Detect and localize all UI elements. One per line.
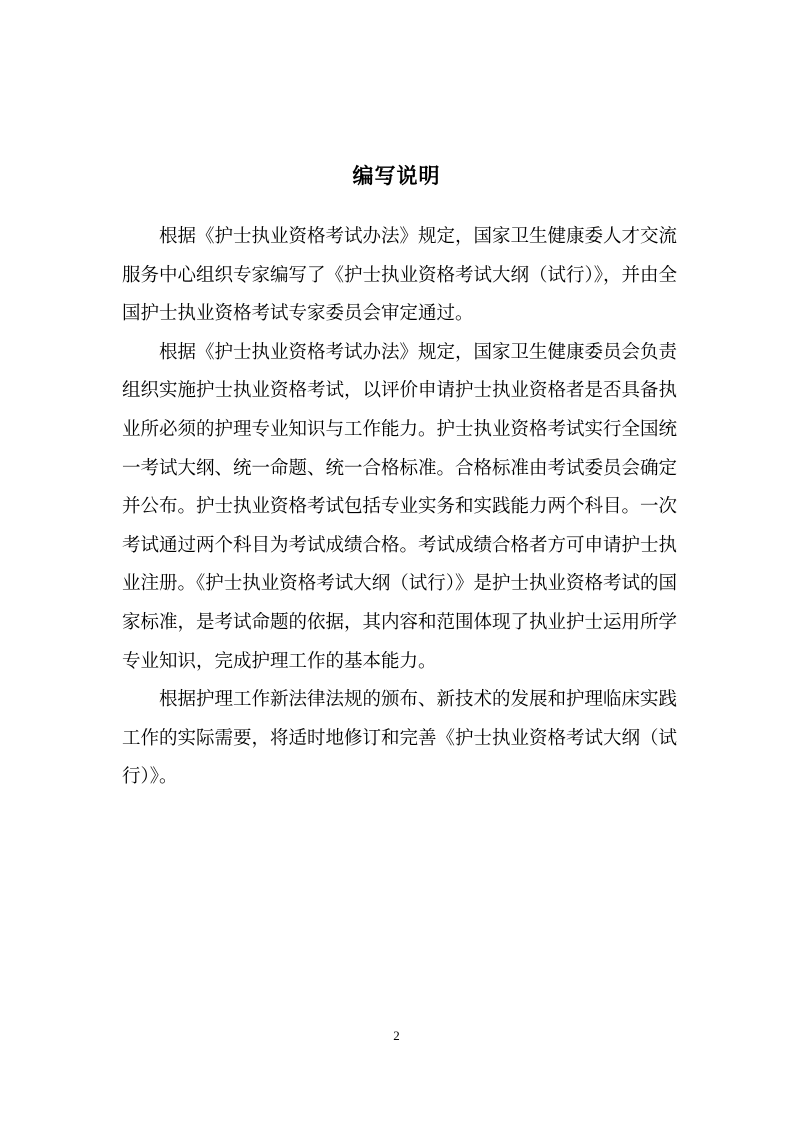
document-title: 编写说明: [352, 164, 441, 188]
paragraph-line: 业所必须的护理专业知识与工作能力。护士执业资格考试实行全国统: [122, 418, 678, 440]
paragraph-line: 一考试大纲、统一命题、统一合格标准。合格标准由考试委员会确定: [122, 457, 678, 479]
paragraph-line: 国护士执业资格考试专家委员会审定通过。: [122, 303, 474, 325]
paragraph-line: 并公布。护士执业资格考试包括专业实务和实践能力两个科目。一次: [122, 496, 678, 518]
paragraph-2: [122, 334, 678, 681]
paragraph-line: 组织实施护士执业资格考试，以评价申请护士执业资格者是否具备执: [122, 380, 678, 402]
paragraph-3: [122, 681, 678, 797]
paragraph-1: [122, 218, 678, 334]
paragraph-line: 工作的实际需要，将适时地修订和完善《护士执业资格考试大纲（试: [122, 727, 678, 749]
paragraph-line: 根据《护士执业资格考试办法》规定，国家卫生健康委人才交流: [159, 226, 678, 247]
paragraph-line: 根据护理工作新法律法规的颁布、新技术的发展和护理临床实践: [159, 689, 678, 711]
paragraph-line: 业注册。《护士执业资格考试大纲（试行）》是护士执业资格考试的国: [122, 573, 678, 595]
paragraph-line: 考试通过两个科目为考试成绩合格。考试成绩合格者方可申请护士执: [122, 534, 678, 556]
paragraph-line: 专业知识，完成护理工作的基本能力。: [122, 650, 437, 672]
paragraph-line: 根据《护士执业资格考试办法》规定，国家卫生健康委员会负责: [159, 341, 678, 363]
document-body: [122, 218, 678, 797]
page-number: 2: [393, 1028, 400, 1043]
paragraph-line: 服务中心组织专家编写了《护士执业资格考试大纲（试行）》，并由全: [122, 264, 678, 286]
paragraph-line: 行）》。: [122, 766, 178, 788]
paragraph-line: 家标准，是考试命题的依据，其内容和范围体现了执业护士运用所学: [122, 611, 678, 633]
